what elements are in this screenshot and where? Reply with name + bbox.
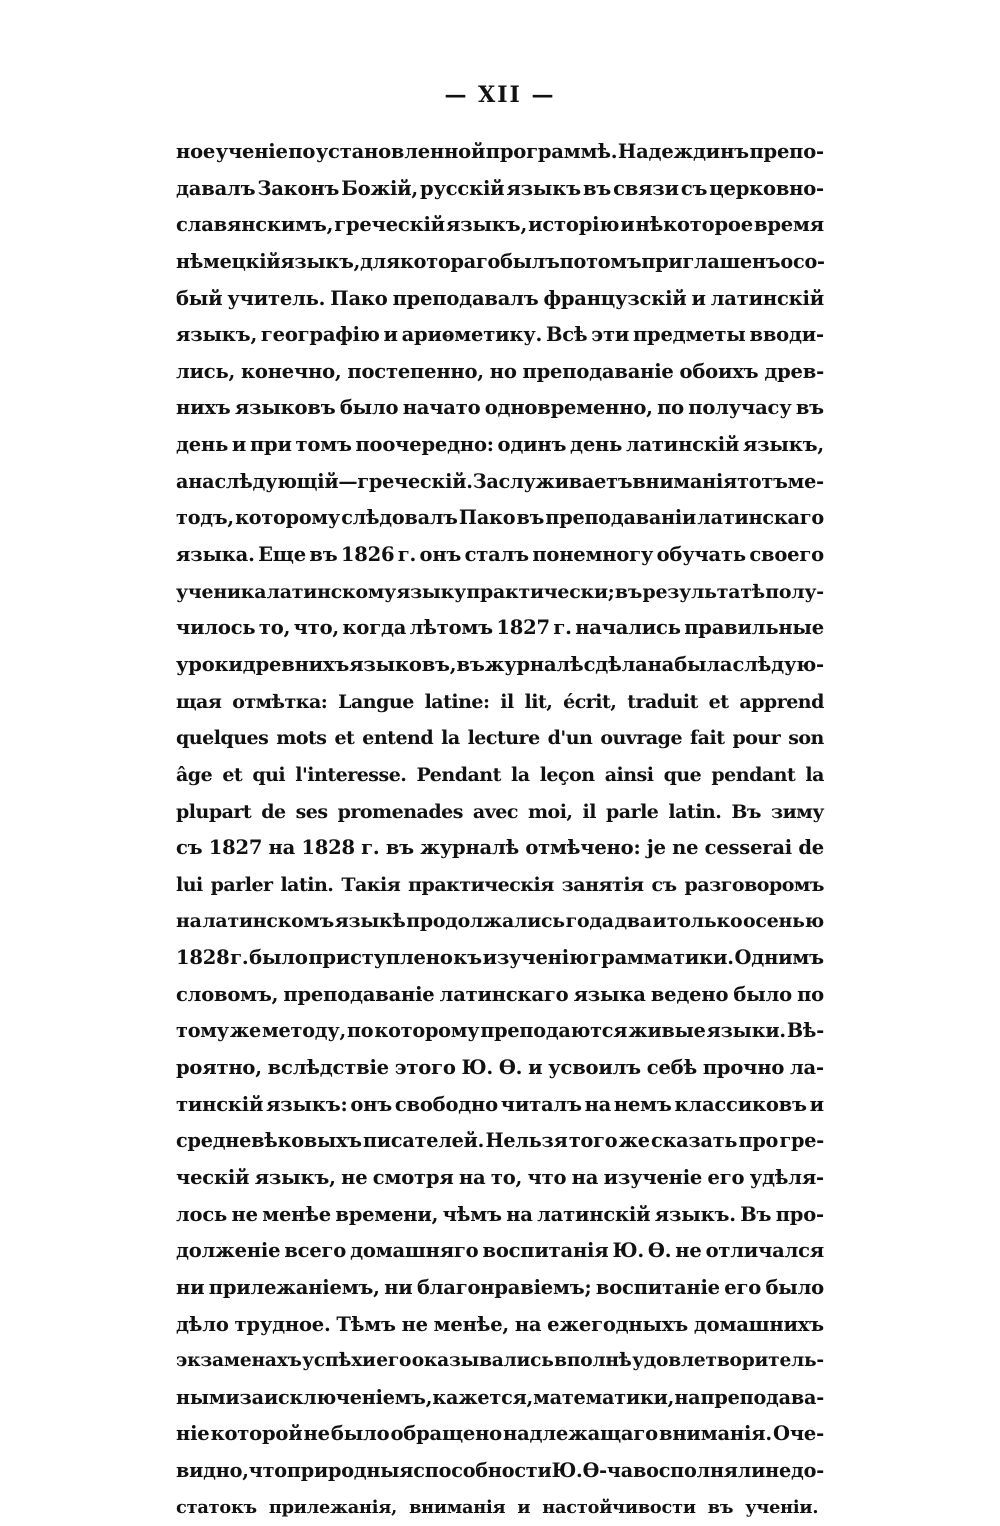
text-line: нихъ языковъ было начато одновременно, по получасу въ [176, 396, 824, 420]
text-line: ными за исключеніемъ, кажется, математики, на преподава- [176, 1385, 824, 1409]
text-line: день и при томъ поочередно: одинъ день латинскій языкъ, [176, 433, 824, 457]
text-line: plupart de ses promenades avec moi, il parle latin. Въ зиму [176, 800, 824, 823]
text-line: дѣло трудное. Тѣмъ не менѣе, на ежегодныхъ домашнихъ [176, 1312, 824, 1336]
text-line: уроки древнихъ языковъ, въ журналѣ сдѣлана была слѣдую- [176, 652, 824, 676]
text-line: âge et qui l'interesse. Pendant la leçon ainsi que pendant la [176, 763, 824, 786]
text-line: нѣмецкій языкъ, для котораго былъ потомъ приглашенъ осо- [176, 249, 825, 273]
page-number: — XII — [444, 82, 556, 108]
text-line: 1828 г. было приступлено къ изученію грамматики. Однимъ [176, 946, 824, 970]
text-line: щая отмѣтка: Langue latine: il lit, écrit, traduit et apprend [176, 690, 824, 713]
text-line: долженіе всего домашняго воспитанія Ю. Ѳ. не отличался [176, 1239, 824, 1263]
text-line: лось не менѣе времени, чѣмъ на латинскій языкъ. Въ про- [176, 1202, 824, 1226]
text-line: ни прилежаніемъ, ни благонравіемъ; воспитаніе его было [176, 1275, 824, 1299]
text-line: quelques mots et entend la lecture d'un ouvrage fait pour son [176, 727, 824, 750]
text-line: языка. Еще въ 1826 г. онъ сталъ понемногу обучать своего [176, 543, 824, 567]
text-line: видно, что природныя способности Ю. Ѳ-ча восполняли недо- [176, 1459, 824, 1483]
text-line: ческій языкъ, не смотря на то, что на изученіе его удѣля- [176, 1165, 824, 1189]
text-line: средневѣковыхъ писателей. Нельзя того же сказать про гре- [176, 1129, 824, 1153]
text-line: ное ученіе по установленной программѣ. Надеждинъ препо- [176, 140, 824, 163]
text-line: экзаменахъ успѣхи его оказывались вполнѣ удовлетворитель- [176, 1350, 824, 1372]
text-line: роятно, вслѣдствіе этого Ю. Ѳ. и усвоилъ себѣ прочно ла- [176, 1056, 824, 1080]
text-line: тому же методу, по которому преподаются живые языки. Вѣ- [176, 1019, 824, 1043]
text-line: языкъ, географію и ариѳметику. Всѣ эти предметы вводи- [176, 323, 824, 347]
text-line: съ 1827 на 1828 г. въ журналѣ отмѣчено: je ne cesserai de [176, 836, 824, 860]
text-line: словомъ, преподаваніе латинскаго языка ведено было по [176, 982, 824, 1006]
text-line: тинскій языкъ: онъ свободно читалъ на немъ классиковъ и [176, 1092, 824, 1116]
text-line: бый учитель. Пако преподавалъ французскій и латинскій [176, 286, 824, 310]
body-text [176, 134, 824, 1526]
text-line: ніе которой не было обращено надлежащаго вниманія. Оче- [176, 1422, 824, 1446]
text-line: на латинскомъ языкѣ продолжались года два и только осенью [176, 910, 824, 933]
text-line: давалъ Законъ Божій, русскій языкъ въ связи съ церковно- [176, 176, 824, 200]
text-line: лись, конечно, постепенно, но преподаваніе обоихъ древ- [176, 359, 824, 383]
text-line: ученика латинскому языку практически; въ результатѣ полу- [176, 580, 824, 603]
text-line: тодъ, которому слѣдовалъ Пако въ преподаваніи латинскаго [176, 506, 824, 530]
text-line: lui parler latin. Такія практическія занятія съ разговоромъ [176, 873, 824, 896]
text-line: чилось то, что, когда лѣтомъ 1827 г. начались правильные [176, 616, 824, 640]
text-line: статокъ прилежанія, вниманія и настойчивости въ ученіи. [176, 1496, 819, 1518]
text-line: славянскимъ, греческій языкъ, исторію и нѣкоторое время [176, 213, 824, 237]
text-line: а на слѣдующій—греческій. Заслуживаетъ вниманія тотъ ме- [176, 469, 824, 493]
